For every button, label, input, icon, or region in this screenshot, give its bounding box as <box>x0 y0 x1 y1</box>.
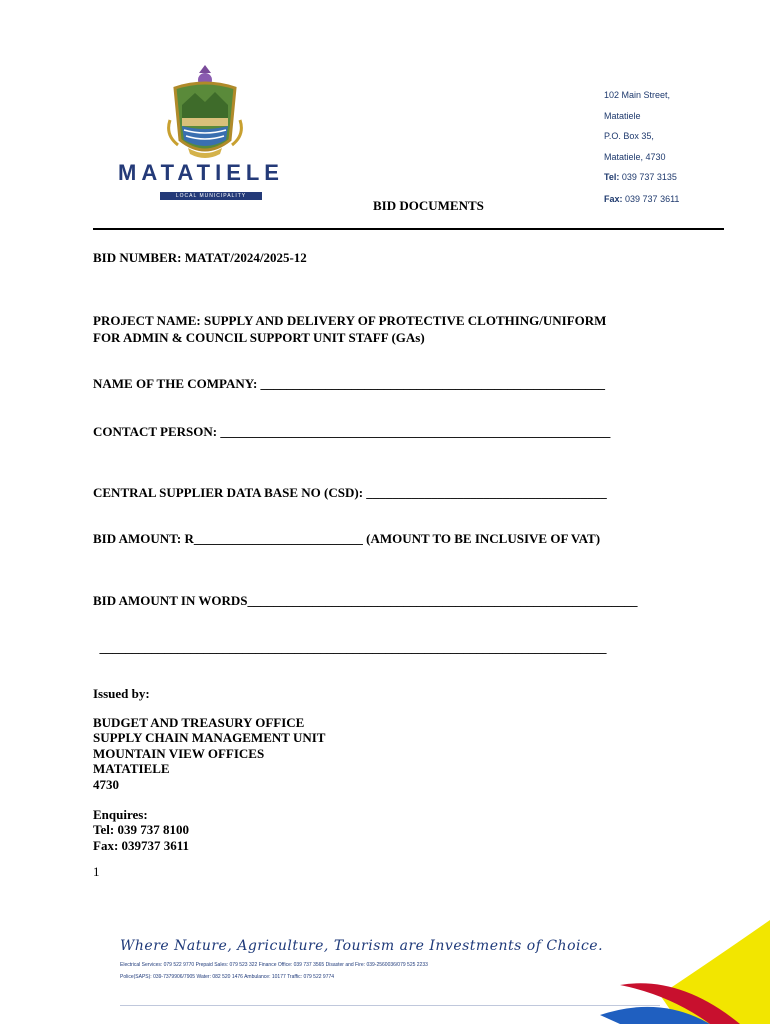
issuer-line-2: SUPPLY CHAIN MANAGEMENT UNIT <box>93 730 326 745</box>
footer-contacts-line-2: Police(SAPS): 039-7379906/7905 Water: 082 520 1476 Ambulance: 10177 Traffic: 079 522 9774 <box>120 974 335 980</box>
project-name-line-2: FOR ADMIN & COUNCIL SUPPORT UNIT STAFF (GAs) <box>93 330 425 345</box>
address-line-4: Matatiele, 4730 <box>604 152 666 162</box>
csd-field[interactable]: CENTRAL SUPPLIER DATA BASE NO (CSD): _____________________________________ <box>93 485 607 500</box>
tel-label: Tel: <box>604 172 620 182</box>
bid-amount-field[interactable]: BID AMOUNT: R__________________________ (AMOUNT TO BE INCLUSIVE OF VAT) <box>93 531 601 546</box>
header-divider <box>93 228 724 230</box>
org-subtitle: LOCAL MUNICIPALITY <box>160 192 262 200</box>
address-line-2: Matatiele <box>604 111 641 121</box>
municipality-crest-logo <box>110 60 300 210</box>
tel-value: 039 737 3135 <box>621 172 677 182</box>
project-name-line-1: PROJECT NAME: SUPPLY AND DELIVERY OF PROTECTIVE CLOTHING/UNIFORM <box>93 313 607 328</box>
footer-contacts-line-1: Electrical Services: 079 522 9770 Prepaid Sales: 079 523 322 Finance Office: 039 737 3565 Disaster and Fire: 039-2560036/079 525 2233 <box>120 962 428 968</box>
document-title: BID DOCUMENTS <box>373 198 484 213</box>
issuer-line-3: MOUNTAIN VIEW OFFICES <box>93 746 265 761</box>
address-line-3: P.O. Box 35, <box>604 131 654 141</box>
address-line-1: 102 Main Street, <box>604 90 671 100</box>
bid-amount-words-field[interactable]: BID AMOUNT IN WORDS____________________________________________________________ <box>93 593 638 608</box>
footer-swoosh-graphic <box>600 915 770 1024</box>
header-tel <box>604 172 677 182</box>
contact-person-field[interactable]: CONTACT PERSON: ____________________________________________________________ <box>93 424 611 439</box>
bid-number: BID NUMBER: MATAT/2024/2025-12 <box>93 250 307 265</box>
footer-slogan: Where Nature, Agriculture, Tourism are Investments of Choice. <box>120 938 604 954</box>
issued-by-label: Issued by: <box>93 686 150 701</box>
fax-label: Fax: <box>604 194 623 204</box>
issuer-line-4: MATATIELE <box>93 761 170 776</box>
enquires-fax: Fax: 039737 3611 <box>93 838 190 853</box>
issuer-line-1: BUDGET AND TREASURY OFFICE <box>93 715 305 730</box>
company-name-field[interactable]: NAME OF THE COMPANY: _____________________________________________________ <box>93 376 606 391</box>
page-number: 1 <box>93 864 100 879</box>
bid-amount-words-continuation[interactable]: ______________________________________________________________________________ <box>93 640 607 655</box>
org-name: MATATIELE <box>118 160 284 185</box>
enquires-tel: Tel: 039 737 8100 <box>93 822 189 837</box>
enquires-label: Enquires: <box>93 807 148 822</box>
fax-value: 039 737 3611 <box>625 194 680 204</box>
issuer-line-5: 4730 <box>93 777 119 792</box>
footer-divider <box>120 1005 660 1006</box>
header-fax <box>604 194 679 204</box>
